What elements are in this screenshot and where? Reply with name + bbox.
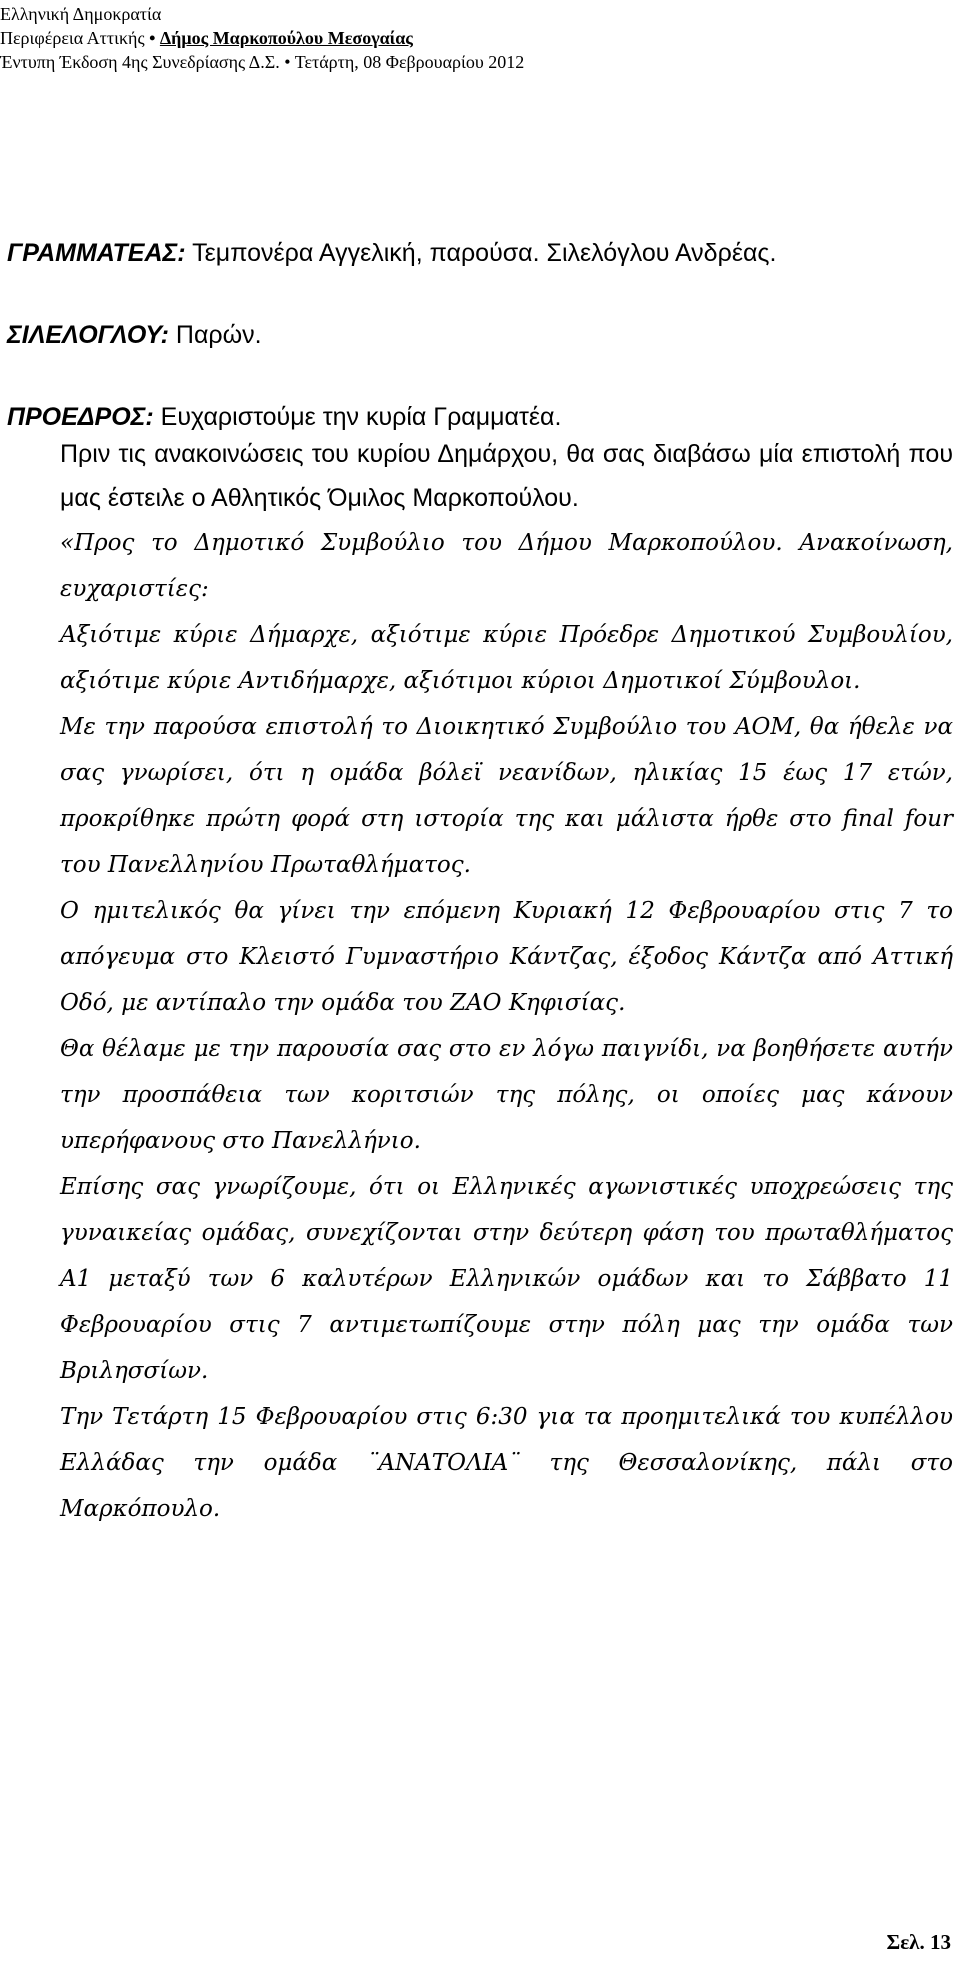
- header-edition: Έντυπη Έκδοση 4ης Συνεδρίασης Δ.Σ.: [0, 52, 280, 72]
- paragraph-text: Ευχαριστούμε την κυρία Γραμματέα.: [153, 403, 562, 431]
- paragraph-letter-1: Με την παρούσα επιστολή το Διοικητικό Συμβούλιο του ΑΟΜ, θα ήθελε να σας γνωρίσει, ότι η ομάδα βόλεϊ νεανίδων, ηλικίας 15 έως 17 ετών, προκρίθηκε πρώτη φορά στη ιστορία της και μάλιστα ήρθε στο final four του Πανελληνίου Πρωταθλήματος.: [60, 714, 953, 878]
- speaker-label: ΓΡΑΜΜΑΤΕΑΣ:: [7, 239, 186, 267]
- header-line-region: [0, 26, 524, 50]
- header-region: Περιφέρεια Αττικής: [0, 28, 145, 48]
- speaker-label: ΣΙΛΕΛΟΓΛΟΥ:: [7, 321, 169, 349]
- paragraph-letter-5: Την Τετάρτη 15 Φεβρουαρίου στις 6:30 για τα προημιτελικά του κυπέλλου Ελλάδας την ομάδα ¨ΑΝΑΤΟΛΙΑ¨ της Θεσσαλονίκης, πάλι στο Μαρκόπουλο.: [60, 1404, 953, 1522]
- document-header: [0, 2, 524, 74]
- paragraph-secretary: [7, 238, 953, 268]
- paragraph-salutation: Αξιότιμε κύριε Δήμαρχε, αξιότιμε κύριε Πρόεδρε Δημοτικού Συμβουλίου, αξιότιμε κύριε Αντιδήμαρχε, αξιότιμοι κύριοι Δημοτικοί Σύμβουλοι.: [60, 622, 953, 694]
- paragraph-letter-4: Επίσης σας γνωρίζουμε, ότι οι Ελληνικές αγωνιστικές υποχρεώσεις της γυναικείας ομάδας, συνεχίζονται στην δεύτερη φάση του πρωταθλήματος Α1 μεταξύ των 6 καλυτέρων Ελληνικών ομάδων και το Σάββατο 11 Φεβρουαρίου στις 7 αντιμετωπίζουμε στην πόλη μας την ομάδα των Βριλησσίων.: [60, 1174, 953, 1384]
- paragraph-president: [7, 402, 953, 432]
- header-date: Τετάρτη, 08 Φεβρουαρίου 2012: [294, 52, 525, 72]
- page-number: Σελ. 13: [886, 1930, 951, 1954]
- header-municipality: Δήμος Μαρκοπούλου Μεσογαίας: [159, 28, 413, 48]
- paragraph-text: Παρών.: [168, 321, 262, 349]
- paragraph-letter-2: Ο ημιτελικός θα γίνει την επόμενη Κυριακή 12 Φεβρουαρίου στις 7 το απόγευμα στο Κλειστό Γυμναστήριο Κάντζας, έξοδος Κάντζα από Αττική Οδό, με αντίπαλο την ομάδα του ΖΑΟ Κηφισίας.: [60, 898, 953, 1016]
- header-line-republic: Ελληνική Δημοκρατία: [0, 4, 162, 24]
- document-body: [7, 238, 953, 1532]
- paragraph-silelogloy: [7, 320, 953, 350]
- paragraph-letter-heading: «Προς το Δημοτικό Συμβούλιο του Δήμου Μαρκοπούλου. Ανακοίνωση, ευχαριστίες:: [60, 530, 953, 602]
- paragraph-text: Τεμπονέρα Αγγελική, παρούσα. Σιλελόγλου Ανδρέας.: [185, 239, 777, 267]
- header-line-edition: [0, 50, 524, 74]
- paragraph-letter-3: Θα θέλαμε με την παρουσία σας στο εν λόγω παιγνίδι, να βοηθήσετε αυτήν την προσπάθεια των κοριτσιών της πόλης, οι οποίες μας κάνουν υπερήφανους στο Πανελλήνιο.: [60, 1036, 953, 1154]
- speaker-label: ΠΡΟΕΔΡΟΣ:: [7, 403, 154, 431]
- bullet-icon: •: [284, 52, 291, 72]
- paragraph-intro: Πριν τις ανακοινώσεις του κυρίου Δημάρχου, θα σας διαβάσω μία επιστολή που μας έστειλε ο Αθλητικός Όμιλος Μαρκοπούλου.: [60, 440, 953, 512]
- bullet-icon: •: [149, 28, 156, 48]
